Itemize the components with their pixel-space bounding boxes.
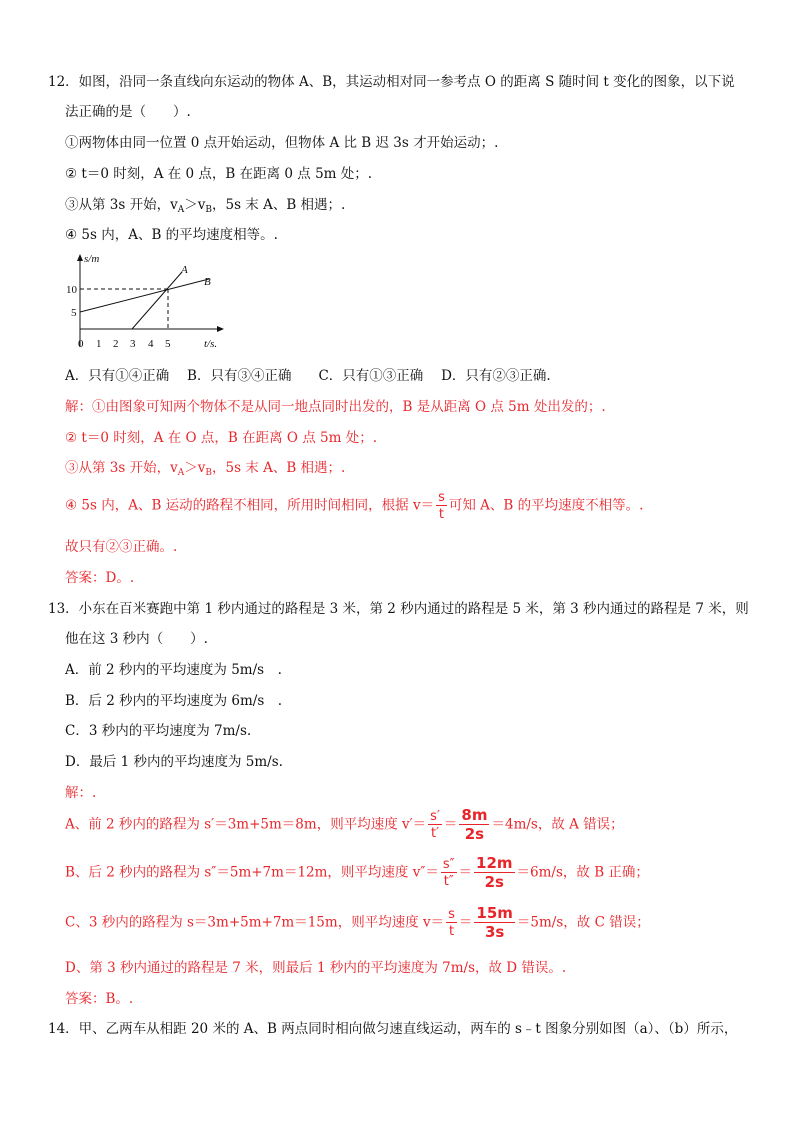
q12-stem-line1: 12．如图，沿同一条直线向东运动的物体 A、B，其运动相对同一参考点 O 的距离 S 随时间 t 变化的图象，以下说 [48,74,735,90]
q13-solution-c: C、3 秒内的路程为 s＝3m+5m+7m＝15m，则平均速度 v＝ $\frac{s}{t}$ ＝ $\frac{15m}{3s}$ ＝5m/s，故 C 错误； [65,904,650,941]
x-tick-1: 1 [96,338,102,350]
y-axis-label: s/m [84,253,100,265]
q14-stem-line1: 14．甲、乙两车从相距 20 米的 A、B 两点同时相向做匀速直线运动，两车的 s﹣t 图象分别如图（a）、（b）所示， [48,1021,738,1037]
q13-solution-d: D、第 3 秒内通过的路程是 7 米，则最后 1 秒内的平均速度为 7m/s，故 D 错误。. [65,960,567,976]
q12-st-graph [64,252,244,352]
q12-conclusion: 故只有②③正确。. [65,539,178,555]
x-tick-2: 2 [113,338,119,350]
q12-statement-2: ② t＝0 时刻，A 在 0 点，B 在距离 0 点 5m 处；. [65,166,373,182]
q13-solution-a: A、前 2 秒内的路程为 s′＝3m+5m＝8m，则平均速度 v′＝ $\frac{s'}{t'}$ ＝ $\frac{8m}{2s}$ ＝4m/s，故 A 错误； [65,806,624,843]
q12-solution-4: ④ 5s 内，A、B 运动的路程不相同，所用时间相同，根据 v＝ $\frac{s}{t}$ 可知 A、B 的平均速度不相等。. [65,490,644,522]
q13-option-b: B．后 2 秒内的平均速度为 6m/s . [65,693,283,709]
line-A [132,272,182,329]
label-B: B [204,276,211,288]
q12-solution-3: ③从第 3s 开始，$v_A>v_B$，5s 末 A、B 相遇；. [65,460,346,478]
line-B [80,279,209,312]
q13-stem-line1: 13．小东在百米赛跑中第 1 秒内通过的路程是 3 米，第 2 秒内通过的路程是 5 米，第 3 秒内通过的路程是 7 米，则 [48,601,749,617]
q12-answer: 答案：D。. [65,570,135,586]
q12-solution-2: ② t＝0 时刻，A 在 O 点，B 在距离 O 点 5m 处；. [65,430,378,446]
q13-option-d: D．最后 1 秒内的平均速度为 5m/s. [65,754,283,770]
q12-statement-4: ④ 5s 内，A、B 的平均速度相等。. [65,227,278,243]
q13-solution-head: 解：. [65,785,97,801]
x-axis-label: t/s. [204,338,218,350]
q12-options: A．只有①④正确 B．只有③④正确 C．只有①③正确 D．只有②③正确. [65,368,551,384]
x-tick-4: 4 [148,338,154,350]
x-tick-3: 3 [130,338,136,350]
q12-solution-1: 解：①由图象可知两个物体不是从同一地点同时出发的，B 是从距离 O 点 5m 处出发的；. [65,399,606,415]
label-A: A [181,264,188,276]
q13-solution-b: B、后 2 秒内的路程为 s″＝5m+7m＝12m，则平均速度 v″＝ $\frac{s''}{t''}$ ＝ $\frac{12m}{2s}$ ＝6m/s，故 B 正确； [65,854,649,891]
y-tick-5: 5 [71,307,77,319]
q13-option-c: C．3 秒内的平均速度为 7m/s. [65,723,252,739]
q12-statement-3: ③从第 3s 开始，$v_A>v_B$，5s 末 A、B 相遇；. [65,197,346,215]
x-tick-5: 5 [165,338,171,350]
y-axis-arrow [77,254,83,261]
x-axis-arrow [217,326,224,332]
y-tick-10: 10 [66,284,77,296]
q12-statement-1: ①两物体由同一位置 0 点开始运动，但物体 A 比 B 迟 3s 才开始运动；. [65,135,499,151]
q12-stem-line2: 法正确的是（ ）. [65,104,191,120]
x-tick-0: 0 [78,338,84,350]
q13-stem-line2: 他在这 3 秒内（ ）. [65,631,208,647]
q13-option-a: A．前 2 秒内的平均速度为 5m/s . [65,662,282,678]
q13-answer: 答案：B。. [65,991,134,1007]
